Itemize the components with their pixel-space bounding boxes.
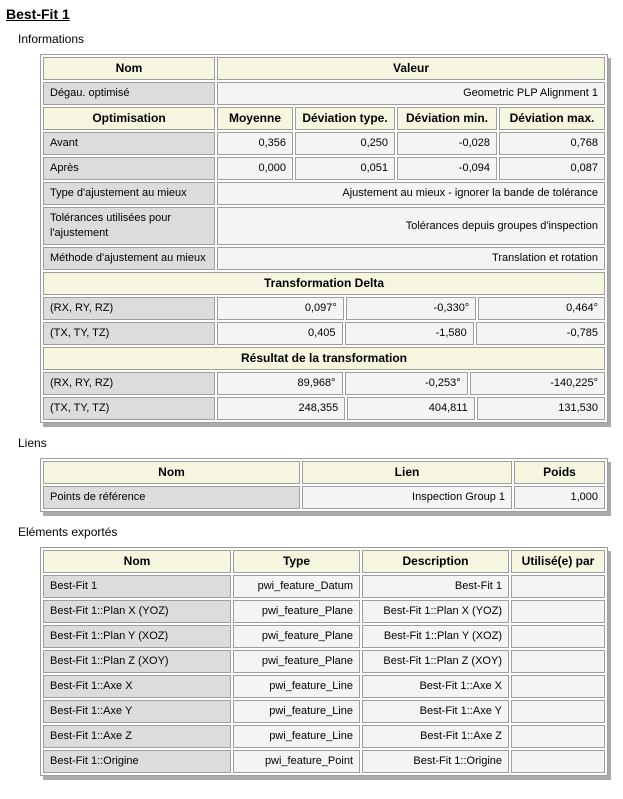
cell-export-type: pwi_feature_Plane (233, 600, 360, 623)
table-row (43, 625, 605, 648)
cell-liens-lien: Inspection Group 1 (302, 486, 512, 509)
cell-avant-deviation-min: -0,028 (397, 132, 497, 155)
cell-apres-deviation-min: -0,094 (397, 157, 497, 180)
cell-delta-ry: -0,330° (346, 297, 476, 320)
page-title: Best-Fit 1 (6, 6, 70, 22)
header-cell-nom: Nom (43, 57, 215, 80)
cell-result-rx: 89,968° (217, 372, 343, 395)
section-label-liens: Liens (18, 436, 47, 450)
table-row (43, 372, 605, 395)
cell-result-ry: -0,253° (345, 372, 468, 395)
section-label-informations: Informations (18, 32, 85, 46)
cell-export-description: Best-Fit 1::Plan Y (XOZ) (362, 625, 509, 648)
cell-export-utilise-par (511, 700, 605, 723)
cell-delta-tx: 0,405 (217, 322, 343, 345)
cell-export-nom: Best-Fit 1::Axe Y (43, 700, 231, 723)
cell-export-type: pwi_feature_Line (233, 700, 360, 723)
cell-result-rz: -140,225° (470, 372, 605, 395)
table-row (43, 750, 605, 773)
cell-export-description: Best-Fit 1::Axe Z (362, 725, 509, 748)
header-cell-exports-type: Type (233, 550, 360, 573)
cell-delta-ty: -1,580 (345, 322, 474, 345)
table-row (43, 82, 605, 105)
cell-export-type: pwi_feature_Plane (233, 625, 360, 648)
header-cell-optimisation: Optimisation (43, 107, 215, 130)
row-label-result-tx-ty-tz: (TX, TY, TZ) (43, 397, 215, 420)
cell-export-utilise-par (511, 600, 605, 623)
table-row (43, 107, 605, 130)
row-label-delta-tx-ty-tz: (TX, TY, TZ) (43, 322, 215, 345)
table-row (43, 347, 605, 370)
table-row (43, 207, 605, 245)
header-cell-liens-lien: Lien (302, 461, 512, 484)
header-cell-valeur: Valeur (217, 57, 605, 80)
table-row (43, 486, 605, 509)
cell-export-utilise-par (511, 750, 605, 773)
cell-export-type: pwi_feature_Datum (233, 575, 360, 598)
row-value-type-ajustement: Ajustement au mieux - ignorer la bande de tolérance (217, 182, 605, 205)
cell-export-description: Best-Fit 1::Origine (362, 750, 509, 773)
table-row (43, 297, 605, 320)
row-label-avant: Avant (43, 132, 215, 155)
cell-export-description: Best-Fit 1::Plan X (YOZ) (362, 600, 509, 623)
table-row (43, 57, 605, 80)
header-cell-deviation-max: Déviation max. (499, 107, 605, 130)
header-cell-transformation-delta: Transformation Delta (43, 272, 605, 295)
table-row (43, 600, 605, 623)
cell-export-nom: Best-Fit 1::Plan Z (XOY) (43, 650, 231, 673)
cell-result-ty: 404,811 (347, 397, 474, 420)
section-label-elements-exportes: Eléments exportés (18, 525, 118, 539)
table-row (43, 247, 605, 270)
cell-avant-moyenne: 0,356 (217, 132, 293, 155)
table-row (43, 272, 605, 295)
header-cell-exports-description: Description (362, 550, 509, 573)
cell-export-utilise-par (511, 675, 605, 698)
header-cell-deviation-min: Déviation min. (397, 107, 497, 130)
exports-table (40, 547, 608, 776)
table-row (43, 550, 605, 573)
header-cell-liens-poids: Poids (514, 461, 605, 484)
cell-export-utilise-par (511, 650, 605, 673)
cell-liens-nom: Points de référence (43, 486, 300, 509)
header-cell-moyenne: Moyenne (217, 107, 293, 130)
cell-export-utilise-par (511, 625, 605, 648)
cell-delta-tz: -0,785 (476, 322, 605, 345)
row-label-apres: Après (43, 157, 215, 180)
cell-liens-poids: 1,000 (514, 486, 605, 509)
cell-avant-deviation-max: 0,768 (499, 132, 605, 155)
table-row (43, 322, 605, 345)
cell-export-type: pwi_feature_Line (233, 725, 360, 748)
table-row (43, 725, 605, 748)
cell-export-utilise-par (511, 575, 605, 598)
table-row (43, 700, 605, 723)
cell-export-nom: Best-Fit 1::Plan Y (XOZ) (43, 625, 231, 648)
cell-apres-deviation-type: 0,051 (295, 157, 395, 180)
cell-delta-rz: 0,464° (478, 297, 605, 320)
cell-export-utilise-par (511, 725, 605, 748)
cell-result-tx: 248,355 (217, 397, 345, 420)
liens-table (40, 458, 608, 512)
cell-delta-rx: 0,097° (217, 297, 344, 320)
cell-apres-deviation-max: 0,087 (499, 157, 605, 180)
row-label-type-ajustement: Type d'ajustement au mieux (43, 182, 215, 205)
cell-export-nom: Best-Fit 1 (43, 575, 231, 598)
header-cell-resultat-transformation: Résultat de la transformation (43, 347, 605, 370)
cell-export-description: Best-Fit 1::Axe Y (362, 700, 509, 723)
row-label-result-rx-ry-rz: (RX, RY, RZ) (43, 372, 215, 395)
row-label-delta-rx-ry-rz: (RX, RY, RZ) (43, 297, 215, 320)
cell-export-description: Best-Fit 1 (362, 575, 509, 598)
header-cell-liens-nom: Nom (43, 461, 300, 484)
row-label-methode: Méthode d'ajustement au mieux (43, 247, 215, 270)
cell-avant-deviation-type: 0,250 (295, 132, 395, 155)
row-value-tolerances: Tolérances depuis groupes d'inspection (217, 207, 605, 245)
table-row (43, 675, 605, 698)
cell-export-nom: Best-Fit 1::Plan X (YOZ) (43, 600, 231, 623)
cell-apres-moyenne: 0,000 (217, 157, 293, 180)
cell-result-tz: 131,530 (477, 397, 605, 420)
cell-export-nom: Best-Fit 1::Axe X (43, 675, 231, 698)
cell-export-description: Best-Fit 1::Axe X (362, 675, 509, 698)
cell-export-nom: Best-Fit 1::Axe Z (43, 725, 231, 748)
table-row (43, 575, 605, 598)
header-cell-exports-utilise-par: Utilisé(e) par (511, 550, 605, 573)
table-row (43, 461, 605, 484)
header-cell-exports-nom: Nom (43, 550, 231, 573)
cell-export-type: pwi_feature_Line (233, 675, 360, 698)
row-value-methode: Translation et rotation (217, 247, 605, 270)
row-label-tolerances: Tolérances utilisées pour l'ajustement (43, 207, 215, 245)
table-row (43, 182, 605, 205)
cell-export-type: pwi_feature_Point (233, 750, 360, 773)
informations-table (40, 54, 608, 423)
cell-export-type: pwi_feature_Plane (233, 650, 360, 673)
table-row (43, 132, 605, 155)
header-cell-deviation-type: Déviation type. (295, 107, 395, 130)
row-label-degau: Dégau. optimisé (43, 82, 215, 105)
table-row (43, 397, 605, 420)
cell-export-nom: Best-Fit 1::Origine (43, 750, 231, 773)
table-row (43, 650, 605, 673)
row-value-degau: Geometric PLP Alignment 1 (217, 82, 605, 105)
table-row (43, 157, 605, 180)
cell-export-description: Best-Fit 1::Plan Z (XOY) (362, 650, 509, 673)
